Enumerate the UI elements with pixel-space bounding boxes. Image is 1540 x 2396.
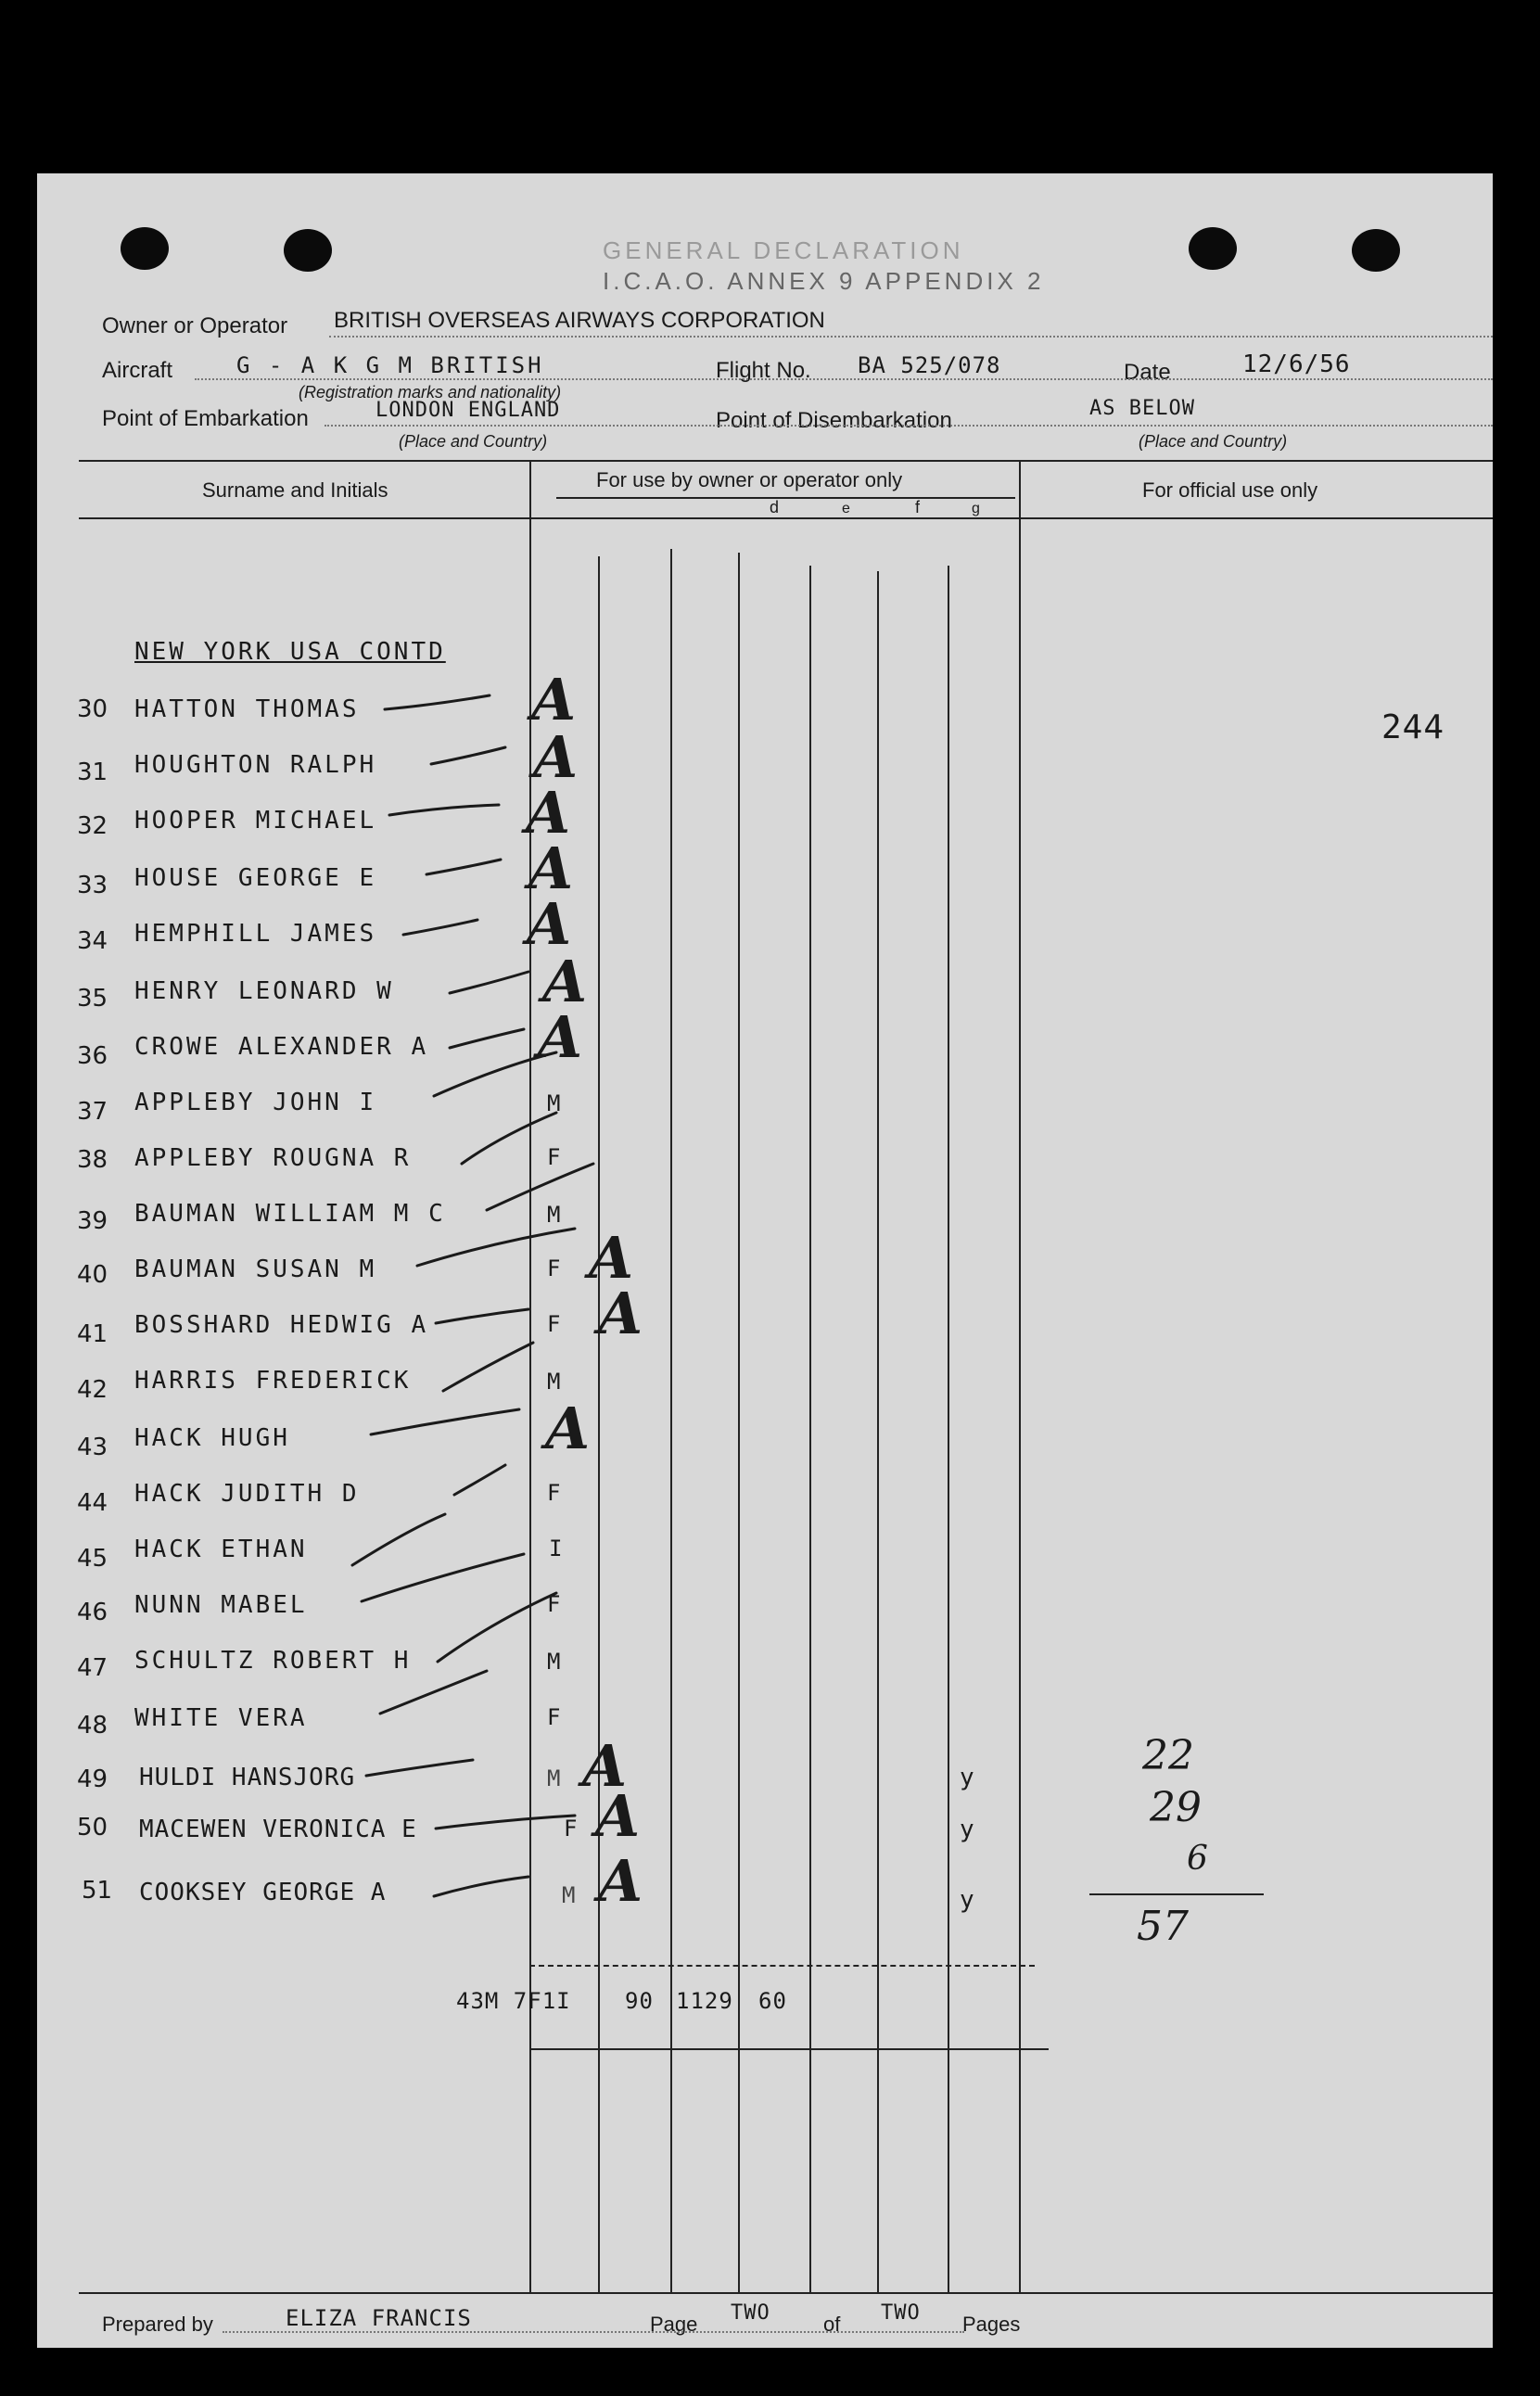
passenger-name: HATTON THOMAS — [134, 695, 360, 723]
row-number: 50 — [77, 1814, 108, 1842]
date-value: 12/6/56 — [1242, 350, 1351, 378]
passenger-name: HOUSE GEORGE E — [134, 864, 377, 892]
owner-value: BRITISH OVERSEAS AIRWAYS CORPORATION — [334, 308, 825, 333]
sex-code: M — [547, 1202, 561, 1228]
sex-code: F — [547, 1144, 561, 1170]
row-number: 35 — [77, 985, 108, 1013]
column-owner-use: For use by owner or operator only — [596, 468, 903, 491]
column-official-use: For official use only — [1142, 478, 1318, 502]
disembarkation-value: AS BELOW — [1089, 397, 1195, 420]
row-number: 43 — [77, 1434, 108, 1461]
prepared-by-label: Prepared by — [102, 2313, 213, 2336]
row-number: 37 — [77, 1098, 108, 1126]
sex-totals: 43M 7F1I — [456, 1988, 571, 2014]
passenger-name: HENRY LEONARD W — [134, 977, 394, 1005]
row-number: 36 — [77, 1042, 108, 1070]
handwritten-mark: A — [527, 890, 572, 958]
aircraft-caption: (Registration marks and nationality) — [299, 383, 562, 401]
of-value: TWO — [881, 2301, 921, 2325]
total-c: 60 — [758, 1988, 787, 2014]
handwritten-mark: A — [542, 948, 588, 1015]
row-number: 40 — [77, 1261, 108, 1289]
passenger-name: CROWE ALEXANDER A — [134, 1033, 429, 1061]
handwritten-mark: A — [533, 723, 579, 791]
passenger-name: HOOPER MICHAEL — [134, 807, 377, 835]
column-g-mark: y — [960, 1886, 974, 1914]
sex-code: M — [562, 1882, 576, 1908]
passenger-name: SCHULTZ ROBERT H — [134, 1647, 412, 1675]
handwritten-mark: A — [598, 1847, 643, 1915]
footer-rule — [79, 2292, 1493, 2294]
passenger-name: NUNN MABEL — [134, 1591, 308, 1619]
row-number: 41 — [77, 1320, 108, 1348]
tally-value: 6 — [1187, 1840, 1208, 1878]
page-value: TWO — [731, 2301, 770, 2325]
subcolumn-f: f — [915, 498, 921, 516]
passenger-name: APPLEBY ROUGNA R — [134, 1144, 412, 1172]
sex-code: F — [564, 1816, 578, 1842]
passenger-name: HULDI HANSJORG — [139, 1764, 356, 1791]
aircraft-value: G - A K G M BRITISH — [236, 352, 544, 378]
row-number: 38 — [77, 1146, 108, 1174]
sex-code: M — [547, 1369, 561, 1395]
passenger-name: HACK JUDITH D — [134, 1480, 360, 1508]
handwritten-mark: A — [526, 779, 571, 847]
passenger-name: BOSSHARD HEDWIG A — [134, 1311, 429, 1339]
passenger-name: HARRIS FREDERICK — [134, 1367, 412, 1395]
row-number: 47 — [77, 1654, 108, 1682]
row-number: 49 — [77, 1765, 108, 1793]
row-number: 45 — [77, 1545, 108, 1573]
flight-label: Flight No. — [716, 358, 811, 383]
disembarkation-caption: (Place and Country) — [1139, 432, 1288, 451]
embarkation-label: Point of Embarkation — [102, 406, 309, 431]
row-number: 39 — [77, 1207, 108, 1235]
passenger-name: APPLEBY JOHN I — [134, 1089, 377, 1116]
embarkation-value: LONDON ENGLAND — [375, 399, 561, 422]
subcolumn-d: d — [770, 498, 780, 516]
passenger-name: MACEWEN VERONICA E — [139, 1816, 417, 1843]
faint-header: GENERAL DECLARATION — [603, 236, 964, 264]
passenger-name: HACK HUGH — [134, 1424, 290, 1452]
total-b: 1129 — [676, 1988, 733, 2014]
passenger-name: BAUMAN SUSAN M — [134, 1255, 377, 1283]
aircraft-label: Aircraft — [102, 358, 173, 383]
tally-value: 22 — [1142, 1732, 1194, 1779]
pages-label: Pages — [962, 2313, 1021, 2336]
handwritten-mark: A — [589, 1224, 634, 1292]
passenger-name: WHITE VERA — [134, 1704, 308, 1732]
sex-code: M — [547, 1649, 561, 1675]
column-surname: Surname and Initials — [202, 478, 388, 502]
sex-code: F — [547, 1480, 561, 1506]
official-number: 244 — [1381, 708, 1445, 746]
row-number: 46 — [77, 1599, 108, 1626]
passenger-name: HOUGHTON RALPH — [134, 751, 377, 779]
footer-dotted-rule — [223, 2331, 964, 2333]
passenger-name: BAUMAN WILLIAM M C — [134, 1200, 446, 1228]
passenger-name: HEMPHILL JAMES — [134, 920, 377, 948]
sex-code: F — [547, 1704, 561, 1730]
subcolumn-g: g — [972, 501, 980, 516]
handwritten-mark: A — [531, 666, 577, 733]
handwritten-mark: A — [595, 1782, 641, 1850]
prepared-by-value: ELIZA FRANCIS — [286, 2305, 472, 2331]
passenger-name: HACK ETHAN — [134, 1536, 308, 1563]
row-number: 42 — [77, 1376, 108, 1404]
flight-value: BA 525/078 — [858, 352, 1001, 378]
of-label: of — [823, 2313, 841, 2336]
handwritten-mark: A — [528, 835, 574, 902]
handwritten-mark: A — [545, 1395, 591, 1462]
row-number: 33 — [77, 872, 108, 899]
handwritten-mark: A — [538, 1003, 583, 1071]
disembarkation-label: Point of Disembarkation — [716, 408, 952, 433]
row-number: 31 — [77, 758, 108, 786]
page-label: Page — [650, 2313, 698, 2336]
tally-total: 57 — [1137, 1903, 1189, 1950]
column-g-mark: y — [960, 1764, 974, 1791]
handwritten-mark: A — [582, 1732, 628, 1800]
subcolumn-e: e — [842, 501, 850, 516]
sex-code: F — [547, 1591, 561, 1617]
row-number: 48 — [77, 1712, 108, 1740]
row-number: 34 — [77, 927, 108, 955]
sex-code: M — [547, 1765, 561, 1791]
passenger-name: COOKSEY GEORGE A — [139, 1879, 387, 1906]
section-heading: NEW YORK USA CONTD — [134, 638, 446, 666]
sex-code: F — [547, 1255, 561, 1281]
owner-label: Owner or Operator — [102, 313, 288, 338]
handwritten-mark: A — [598, 1280, 643, 1347]
row-number: 32 — [77, 812, 108, 840]
sex-code: F — [547, 1311, 561, 1337]
row-number: 51 — [82, 1877, 113, 1905]
faint-subheader: I.C.A.O. ANNEX 9 APPENDIX 2 — [603, 267, 1045, 295]
column-g-mark: y — [960, 1816, 974, 1843]
date-label: Date — [1124, 360, 1171, 385]
total-a: 90 — [625, 1988, 654, 2014]
sex-code: I — [549, 1536, 563, 1561]
tally-value: 29 — [1150, 1784, 1202, 1831]
row-number: 30 — [77, 695, 108, 723]
embarkation-caption: (Place and Country) — [399, 432, 548, 451]
row-number: 44 — [77, 1489, 108, 1517]
sex-code: M — [547, 1090, 561, 1116]
